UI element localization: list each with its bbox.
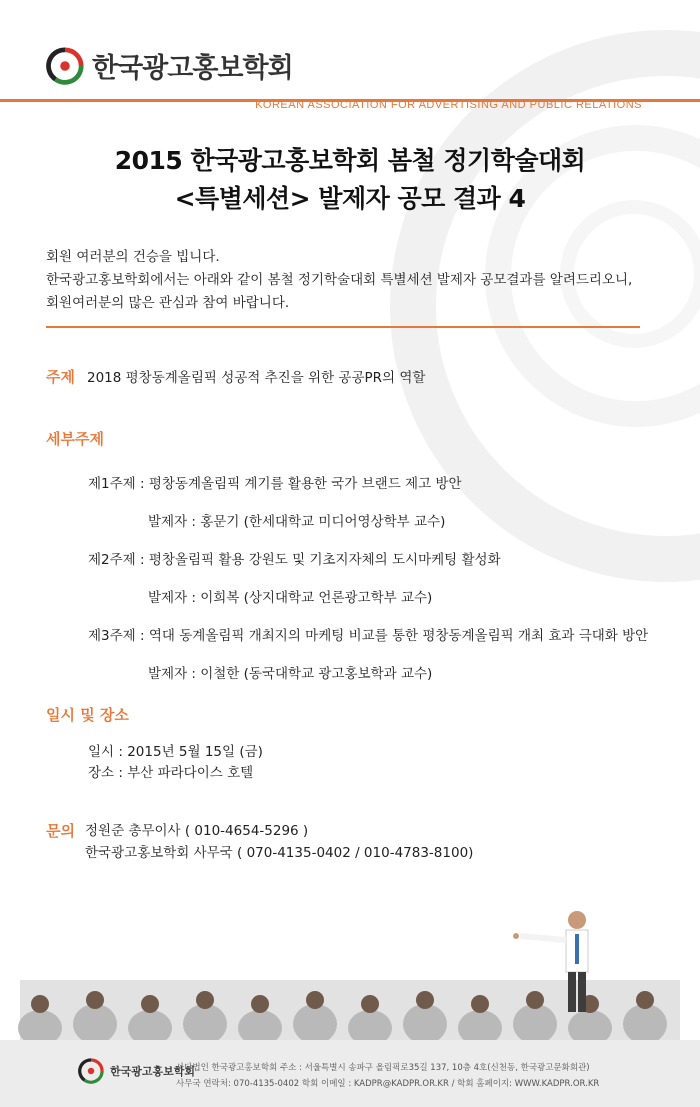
contact-line: 정원준 총무이사 ( 010-4654-5296 ) bbox=[84, 823, 309, 839]
datetime-label: 일시 및 장소 bbox=[46, 706, 129, 724]
event-place: 장소 : 부산 파라다이스 호텔 bbox=[88, 765, 254, 781]
org-logo bbox=[46, 46, 293, 85]
footer-contact-line: 사무국 연락처: 070-4135-0402 학회 이메일 : KADPR@KADPR.OR.KR / 학회 홈페이지: WWW.KADPR.OR.KR bbox=[176, 1079, 600, 1089]
intro-line: 한국광고홍보학회에서는 아래와 같이 봄철 정기학술대회 특별세션 발제자 공모결과를 알려드리오니, bbox=[46, 272, 633, 288]
title-line-1: 2015 한국광고홍보학회 봄철 정기학술대회 bbox=[114, 146, 586, 175]
page-title bbox=[0, 142, 700, 218]
subtopic-subject: 제3주제 : 역대 동계올림픽 개최지의 마케팅 비교를 통한 평창동계올림픽 개최 효과 극대화 방안 bbox=[88, 628, 649, 644]
footer-org-name: 한국광고홍보학회 bbox=[110, 1065, 196, 1078]
org-name-english: KOREAN ASSOCIATION FOR ADVERTISING AND PUBLIC RELATIONS bbox=[255, 99, 642, 111]
org-name: 한국광고홍보학회 bbox=[92, 53, 293, 84]
subtopic-subject: 제1주제 : 평창동계올림픽 계기를 활용한 국가 브랜드 제고 방안 bbox=[88, 476, 462, 492]
subtopic-subject: 제2주제 : 평창올림픽 활용 강원도 및 기초지자체의 도시마케팅 활성화 bbox=[88, 552, 501, 568]
footer bbox=[0, 1040, 700, 1107]
org-logo-icon bbox=[78, 1058, 104, 1084]
subtopic-presenter: 발제자 : 이희복 (상지대학교 언론광고학부 교수) bbox=[148, 590, 433, 606]
footer-address-line: 사단법인 한국광고홍보학회 주소 : 서울특별시 송파구 올림픽로35길 137, 10층 4호(신천동, 한국광고문화회관) bbox=[176, 1063, 590, 1073]
intro-text bbox=[46, 246, 632, 315]
section-divider bbox=[46, 326, 640, 328]
org-logo-icon bbox=[46, 47, 84, 85]
seminar-audience-illustration bbox=[0, 900, 700, 1040]
contact-label: 문의 bbox=[46, 822, 75, 840]
subtopic-presenter: 발제자 : 홍문기 (한세대학교 미디어영상학부 교수) bbox=[148, 514, 446, 530]
contact-line: 한국광고홍보학회 사무국 ( 070-4135-0402 / 010-4783-8100) bbox=[84, 845, 474, 861]
intro-line: 회원여러분의 많은 관심과 참여 바랍니다. bbox=[46, 295, 290, 311]
contact-section bbox=[46, 820, 473, 864]
title-line-2: <특별세션> 발제자 공모 결과 4 bbox=[174, 184, 526, 213]
subtopic-presenter: 발제자 : 이철한 (동국대학교 광고홍보학과 교수) bbox=[148, 666, 433, 682]
topic-text: 2018 평창동계올림픽 성공적 추진을 위한 공공PR의 역할 bbox=[86, 370, 426, 386]
event-date: 일시 : 2015년 5월 15일 (금) bbox=[88, 744, 263, 760]
topic-label: 주제 bbox=[46, 368, 75, 386]
intro-line: 회원 여러분의 건승을 빕니다. bbox=[46, 249, 220, 265]
subtopics-label: 세부주제 bbox=[46, 430, 104, 448]
topic-section bbox=[46, 366, 425, 387]
